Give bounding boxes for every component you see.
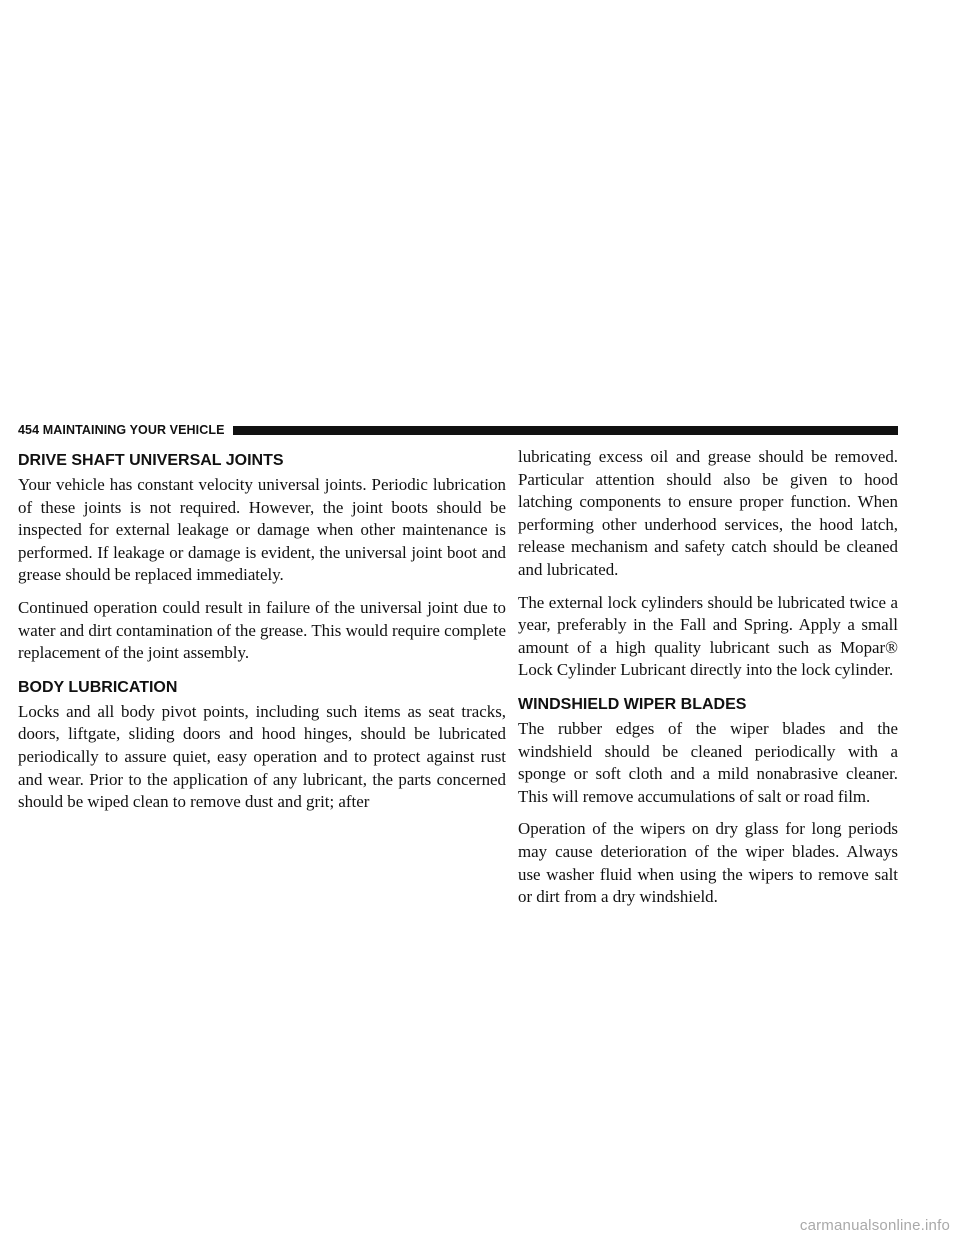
section-windshield-wiper <box>518 696 898 909</box>
body-paragraph: Locks and all body pivot points, including such items as seat tracks, doors, liftgate, sliding doors and hood hinges, should be lubricated periodically to assure quiet, easy operation and to protect against rust and wear. Prior to the application of any lubricant, the parts concerned should be wiped clean to remove dust and grit; after <box>18 701 506 812</box>
section-heading: BODY LUBRICATION <box>18 678 178 696</box>
body-paragraph: Operation of the wipers on dry glass for long periods may cause deterioration of the wiper blades. Always use washer fluid when using the wipers to remove salt or dirt from a dry windshield. <box>518 819 898 907</box>
body-paragraph: Your vehicle has constant velocity universal joints. Periodic lubrication of these joints is not required. However, the joint boots should be inspected for external leakage or damage when other maintenance is performed. If leakage or damage is evident, the universal joint boot and grease should be replaced immediately. <box>18 475 506 585</box>
page-number-title: 454 MAINTAINING YOUR VEHICLE <box>18 423 225 437</box>
section-heading: WINDSHIELD WIPER BLADES <box>518 695 747 713</box>
body-paragraph: The external lock cylinders should be lubricated twice a year, preferably in the Fall and Spring. Apply a small amount of a high quality lubricant such as Mopar® Lock Cylinder Lubricant directly into the lock cylinder. <box>518 592 898 680</box>
page-header <box>18 422 898 438</box>
right-column <box>518 446 898 909</box>
body-paragraph: Continued operation could result in failure of the universal joint due to water and dirt contamination of the grease. This would require complete replacement of the joint assembly. <box>18 597 506 663</box>
section-body-lubrication <box>18 679 506 814</box>
section-body-lubrication-continued <box>518 446 898 682</box>
section-drive-shaft <box>18 452 506 665</box>
body-paragraph: The rubber edges of the wiper blades and the windshield should be cleaned periodically with a sponge or soft cloth and a mild nonabrasive cleaner. This will remove accumulations of salt or road film. <box>518 718 898 806</box>
left-column <box>18 452 506 814</box>
watermark-text: carmanualsonline.info <box>799 1217 950 1234</box>
body-paragraph: lubricating excess oil and grease should be removed. Particular attention should also be given to hood latching components to ensure proper function. When performing other underhood services, the hood latch, release mechanism and safety catch should be cleaned and lubricated. <box>518 447 898 579</box>
section-heading: DRIVE SHAFT UNIVERSAL JOINTS <box>18 452 284 469</box>
header-rule <box>233 426 898 435</box>
